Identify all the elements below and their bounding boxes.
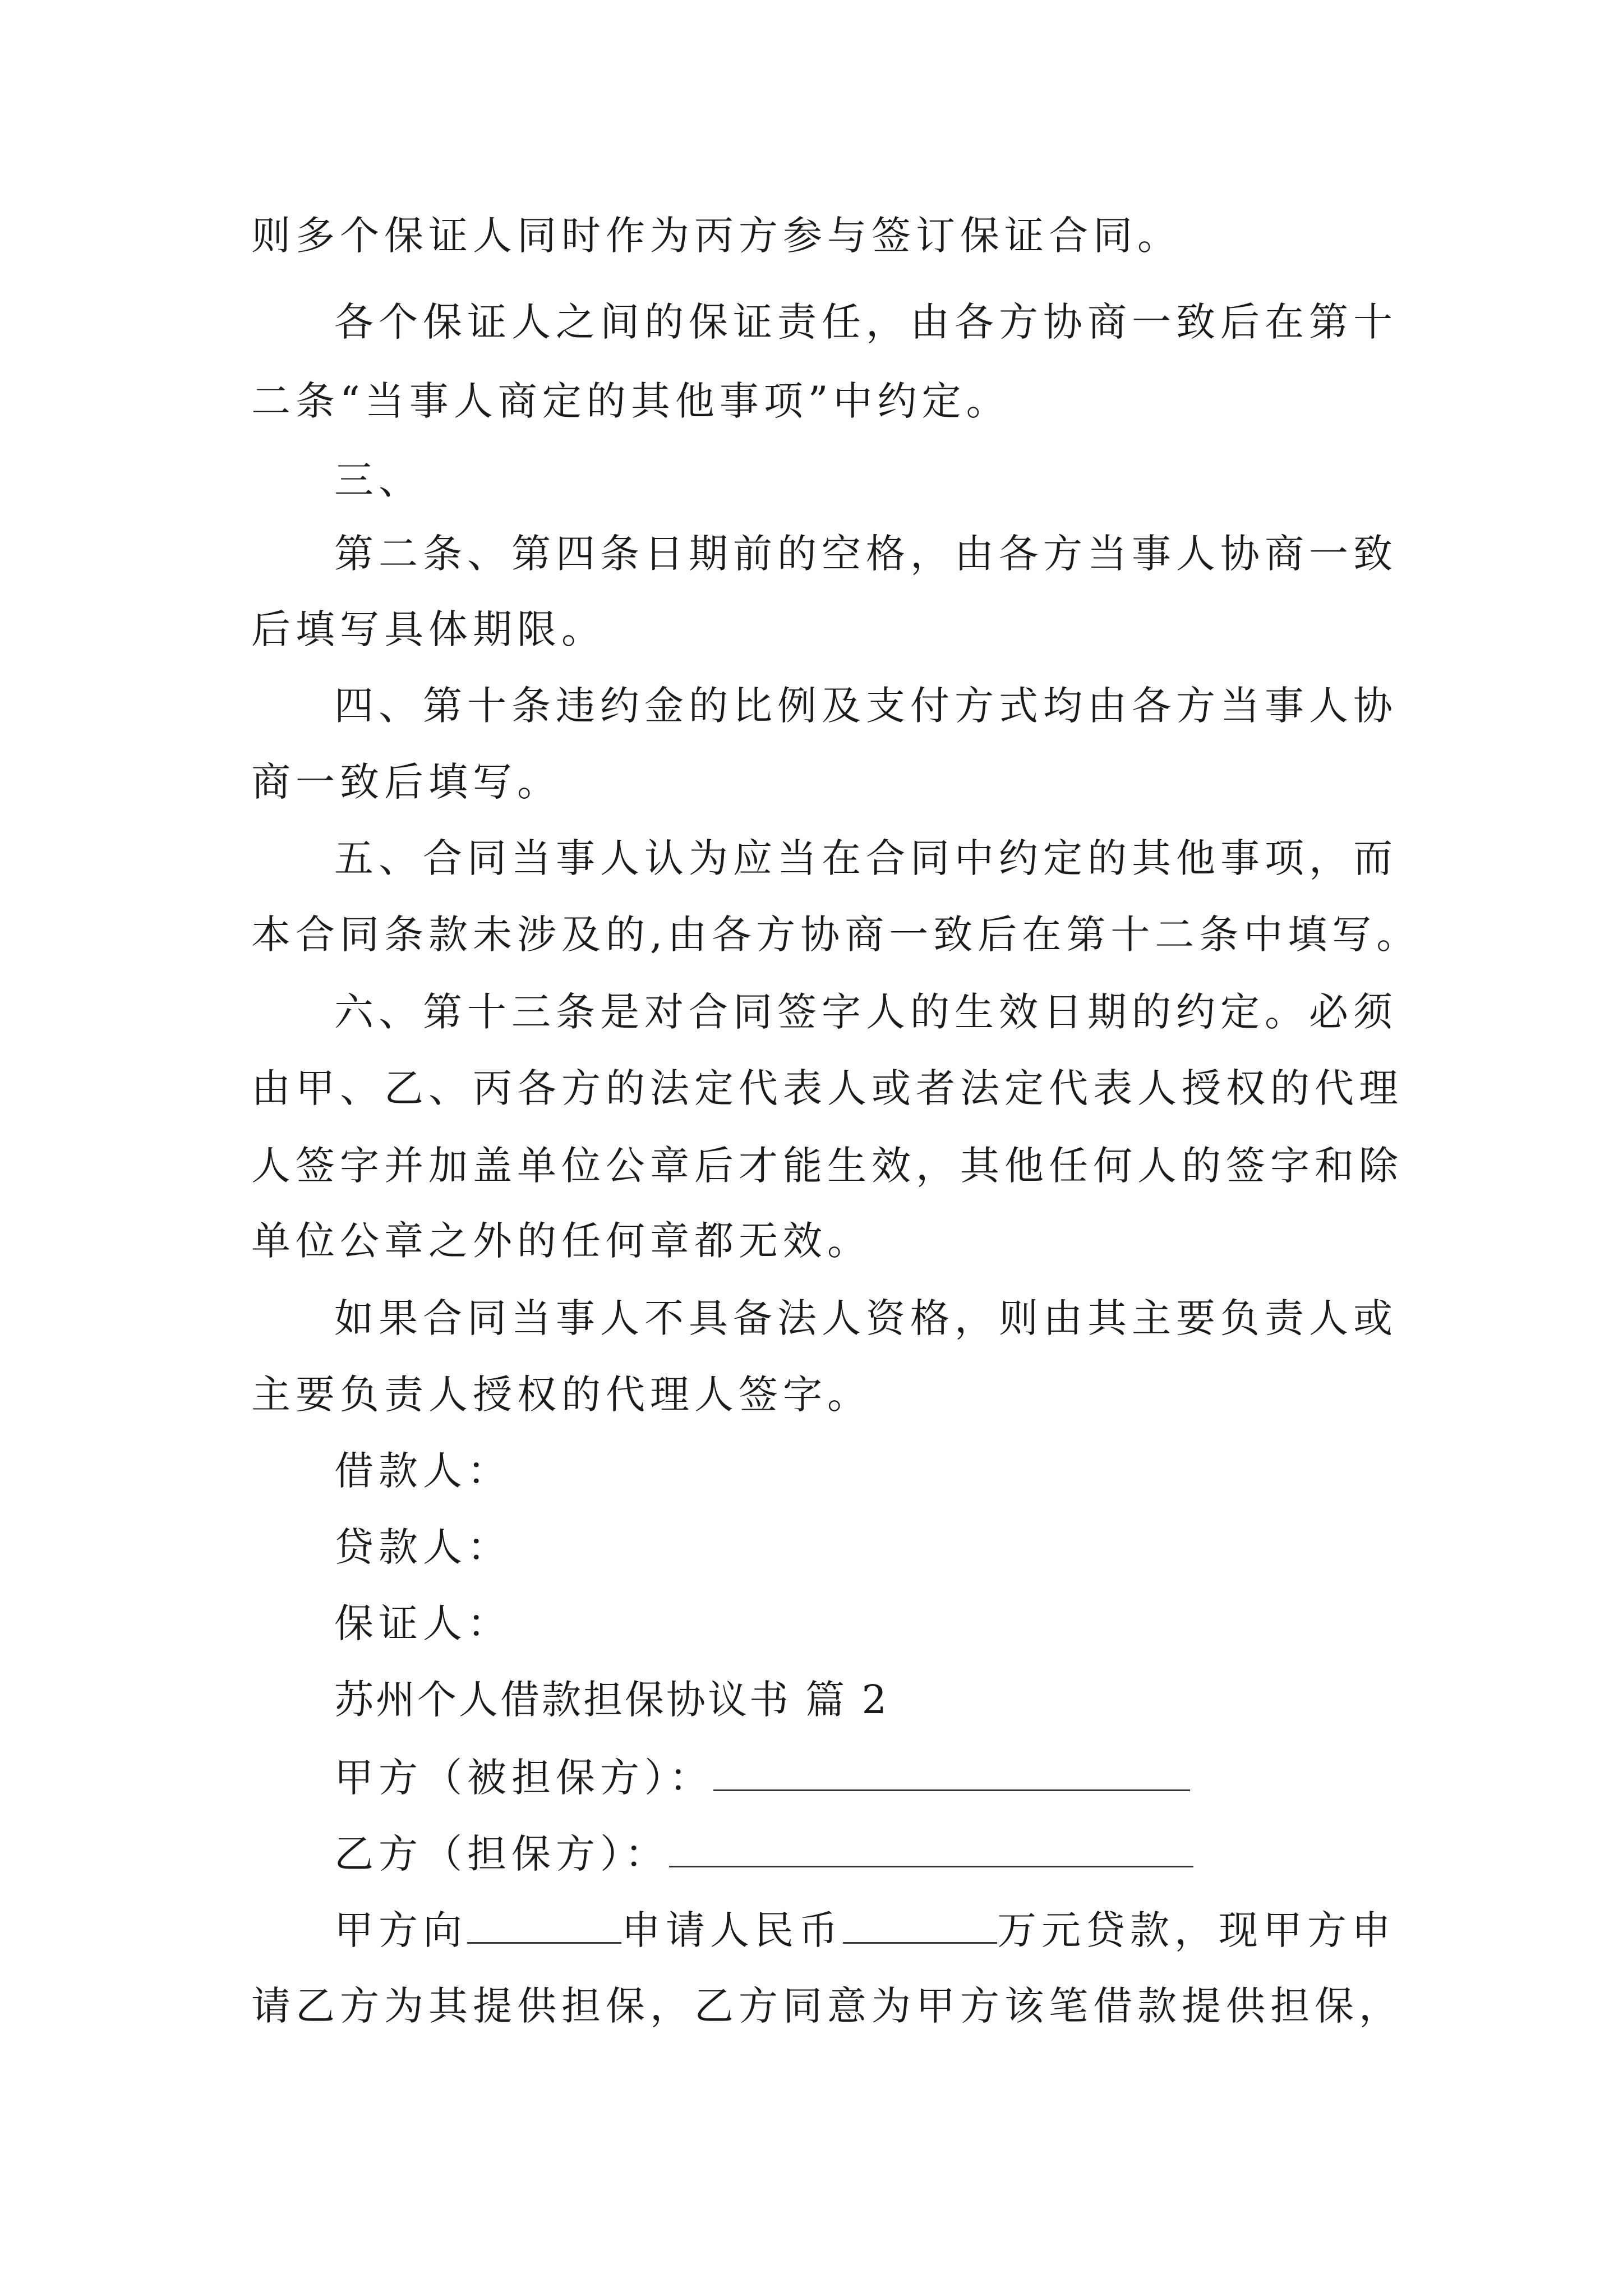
paragraph-line: 二条“当事人商定的其他事项”中约定。 <box>251 378 1011 424</box>
paragraph-line: 请乙方为其提供担保，乙方同意为甲方该笔借款提供担保， <box>251 1983 1403 2029</box>
loan-text-part1: 甲方向 <box>334 1907 467 1953</box>
loan-text-part3: 万元贷款，现甲方申 <box>997 1907 1396 1953</box>
guarantor-label: 保证人： <box>334 1600 511 1646</box>
paragraph-line: 三、 <box>334 457 423 503</box>
paragraph-line: 四、第十条违约金的比例及支付方式均由各方当事人协 <box>334 683 1398 729</box>
loan-text-part2: 申请人民币 <box>621 1907 843 1953</box>
loan-amount-blank <box>843 1902 997 1944</box>
paragraph-line: 主要负责人授权的代理人签字。 <box>251 1372 872 1418</box>
lender-name-blank <box>467 1902 621 1944</box>
party-a-label: 甲方（被担保方）： <box>334 1755 713 1801</box>
paragraph-line: 单位公章之外的任何章都无效。 <box>251 1218 872 1264</box>
loan-request-line <box>334 1902 1473 1957</box>
lender-label: 贷款人： <box>334 1524 511 1570</box>
paragraph-line: 后填写具体期限。 <box>251 606 606 652</box>
section-title: 苏州个人借款担保协议书 篇 2 <box>334 1677 889 1723</box>
paragraph-line: 第二条、第四条日期前的空格，由各方当事人协商一致 <box>334 531 1398 577</box>
paragraph-line: 由甲、乙、丙各方的法定代表人或者法定代表人授权的代理 <box>251 1065 1403 1111</box>
paragraph-line: 各个保证人之间的保证责任，由各方协商一致后在第十 <box>334 299 1398 345</box>
party-b-blank <box>669 1825 1193 1867</box>
paragraph-line: 商一致后填写。 <box>251 759 561 805</box>
party-a-blank <box>713 1749 1190 1791</box>
paragraph-line: 六、第十三条是对合同签字人的生效日期的约定。必须 <box>334 989 1398 1035</box>
paragraph-line: 五、合同当事人认为应当在合同中约定的其他事项，而 <box>334 835 1398 881</box>
paragraph-line: 人签字并加盖单位公章后才能生效，其他任何人的签字和除 <box>251 1143 1403 1189</box>
party-a-line <box>334 1749 1473 1805</box>
paragraph-line: 本合同条款未涉及的,由各方协商一致后在第十二条中填写。 <box>251 912 1421 958</box>
party-b-label: 乙方（担保方）： <box>334 1831 669 1877</box>
paragraph-line: 则多个保证人同时作为丙方参与签订保证合同。 <box>251 213 1182 259</box>
borrower-label: 借款人： <box>334 1448 511 1494</box>
paragraph-line: 如果合同当事人不具备法人资格，则由其主要负责人或 <box>334 1295 1398 1341</box>
party-b-line <box>334 1825 1473 1881</box>
